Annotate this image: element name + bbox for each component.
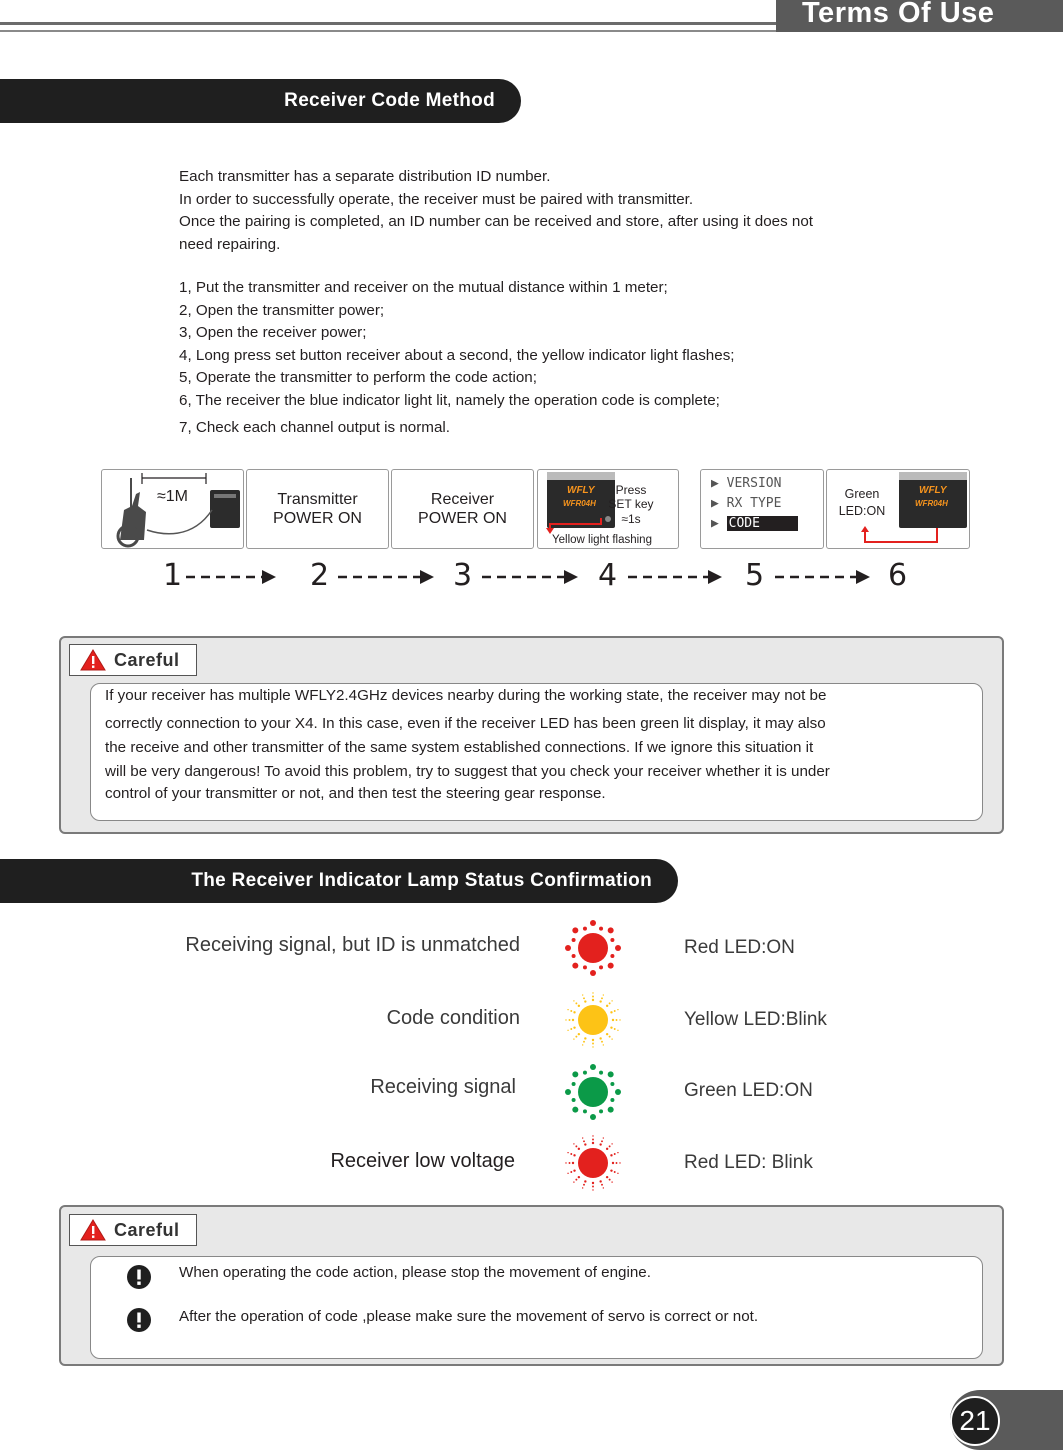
careful-label: Careful <box>114 649 180 670</box>
step-item: 7, Check each channel output is normal. <box>179 419 451 436</box>
careful-tag-1 <box>69 644 197 676</box>
careful-tag-2 <box>69 1214 197 1246</box>
step-number: 1 <box>163 558 183 593</box>
careful-label: Careful <box>114 1219 180 1240</box>
brand-logo: WFLY <box>919 485 947 496</box>
exclamation-icon <box>126 1264 152 1290</box>
transmitter-label-1: Transmitter <box>277 491 358 508</box>
led-row-status: Red LED: Blink <box>684 1152 813 1173</box>
intro-line: In order to successfully operate, the receiver must be paired with transmitter. <box>179 190 694 208</box>
careful-text-1 <box>105 684 830 806</box>
model-logo: WFR04H <box>915 499 948 508</box>
careful-line: After the operation of code ,please make sure the movement of servo is correct or not. <box>179 1308 759 1325</box>
menu-list <box>711 474 798 534</box>
page-title: Terms Of Use <box>802 0 995 29</box>
step-panel-green-led <box>826 469 970 549</box>
distance-label: ≈1M <box>156 488 188 505</box>
step-item: 3, Open the receiver power; <box>179 324 367 341</box>
step-panel-menu <box>700 469 824 549</box>
step-number: 2 <box>310 558 330 593</box>
step-item: 1, Put the transmitter and receiver on the mutual distance within 1 meter; <box>179 279 668 296</box>
step-number: 3 <box>453 558 473 593</box>
step-item: 5, Operate the transmitter to perform the code action; <box>179 369 537 386</box>
steps-list <box>179 277 735 440</box>
green-led-icon <box>562 1061 624 1123</box>
intro-line: need repairing. <box>179 235 281 253</box>
led-row-label: Code condition <box>386 1007 520 1029</box>
intro-line: Once the pairing is completed, an ID number can be received and store, after using it does not <box>179 213 814 230</box>
section-title: The Receiver Indicator Lamp Status Confirmation <box>191 870 652 891</box>
step-arrows <box>0 558 1063 598</box>
red-led-icon <box>562 917 624 979</box>
led-row-status: Green LED:ON <box>684 1080 813 1101</box>
duration-label: ≈1s <box>621 512 641 526</box>
red-blink-led-icon <box>562 1132 624 1194</box>
menu-item-rx-type: ▶ RX TYPE <box>711 496 782 511</box>
section-bar-lamp-status <box>0 859 678 903</box>
section-title: Receiver Code Method <box>284 90 495 111</box>
careful-line: correctly connection to your X4. In this case, even if the receiver LED has been green lit display, it may also <box>105 715 826 732</box>
careful-line: will be very dangerous! To avoid this problem, try to suggest that you check your receiver whether it is under <box>105 763 830 780</box>
menu-item-version: ▶ VERSION <box>711 476 782 491</box>
intro-paragraph <box>179 166 813 256</box>
led-row-label: Receiver low voltage <box>330 1150 515 1172</box>
step-panel-transmitter <box>246 469 389 549</box>
warning-icon <box>80 1219 106 1241</box>
page-number: 21 <box>950 1396 1000 1446</box>
step-number-row <box>0 558 1063 598</box>
step-item: 2, Open the transmitter power; <box>179 301 385 319</box>
header-rule-top <box>0 22 776 25</box>
careful-line: the receive and other transmitter of the same system established connections. If we ignore this situation it <box>105 739 814 756</box>
step-number: 5 <box>745 558 765 593</box>
section-bar-code-method <box>0 79 521 123</box>
brand-logo: WFLY <box>567 485 595 496</box>
green-label: Green <box>844 487 880 501</box>
yellow-flash-label: Yellow light flashing <box>552 534 652 546</box>
led-row-status: Red LED:ON <box>684 937 795 958</box>
menu-item-code: ▶ CODE <box>711 514 798 534</box>
step-panel-distance <box>101 469 244 549</box>
step-item: 4, Long press set button receiver about a second, the yellow indicator light flashes; <box>179 346 735 364</box>
step-panel-receiver <box>391 469 534 549</box>
careful-line: If your receiver has multiple WFLY2.4GHz devices nearby during the working state, the receiver may not be <box>105 687 827 704</box>
led-row-label: Receiving signal <box>370 1076 516 1098</box>
set-key-label: SET key <box>608 497 654 511</box>
step-item: 6, The receiver the blue indicator light lit, namely the operation code is complete; <box>179 391 720 409</box>
led-row-label: Receiving signal, but ID is unmatched <box>185 934 520 956</box>
careful-line: control of your transmitter or not, and then test the steering gear response. <box>105 785 606 802</box>
green-arrow-icon <box>827 470 971 550</box>
careful-line: When operating the code action, please stop the movement of engine. <box>179 1264 651 1281</box>
step-number: 4 <box>598 558 618 593</box>
led-on-label: LED:ON <box>838 504 886 518</box>
press-label: Press <box>615 483 647 497</box>
step-panel-press-set <box>537 469 679 549</box>
led-row-status: Yellow LED:Blink <box>684 1009 827 1030</box>
yellow-led-icon <box>562 989 624 1051</box>
model-logo: WFR04H <box>563 499 596 508</box>
intro-line: Each transmitter has a separate distribution ID number. <box>179 168 551 185</box>
transmitter-label-2: POWER ON <box>273 510 362 527</box>
exclamation-icon <box>126 1307 152 1333</box>
receiver-label-1: Receiver <box>430 491 495 508</box>
receiver-label-2: POWER ON <box>418 510 507 527</box>
step-number: 6 <box>888 558 908 593</box>
warning-icon <box>80 649 106 671</box>
transmitter-receiver-icon <box>102 470 245 550</box>
